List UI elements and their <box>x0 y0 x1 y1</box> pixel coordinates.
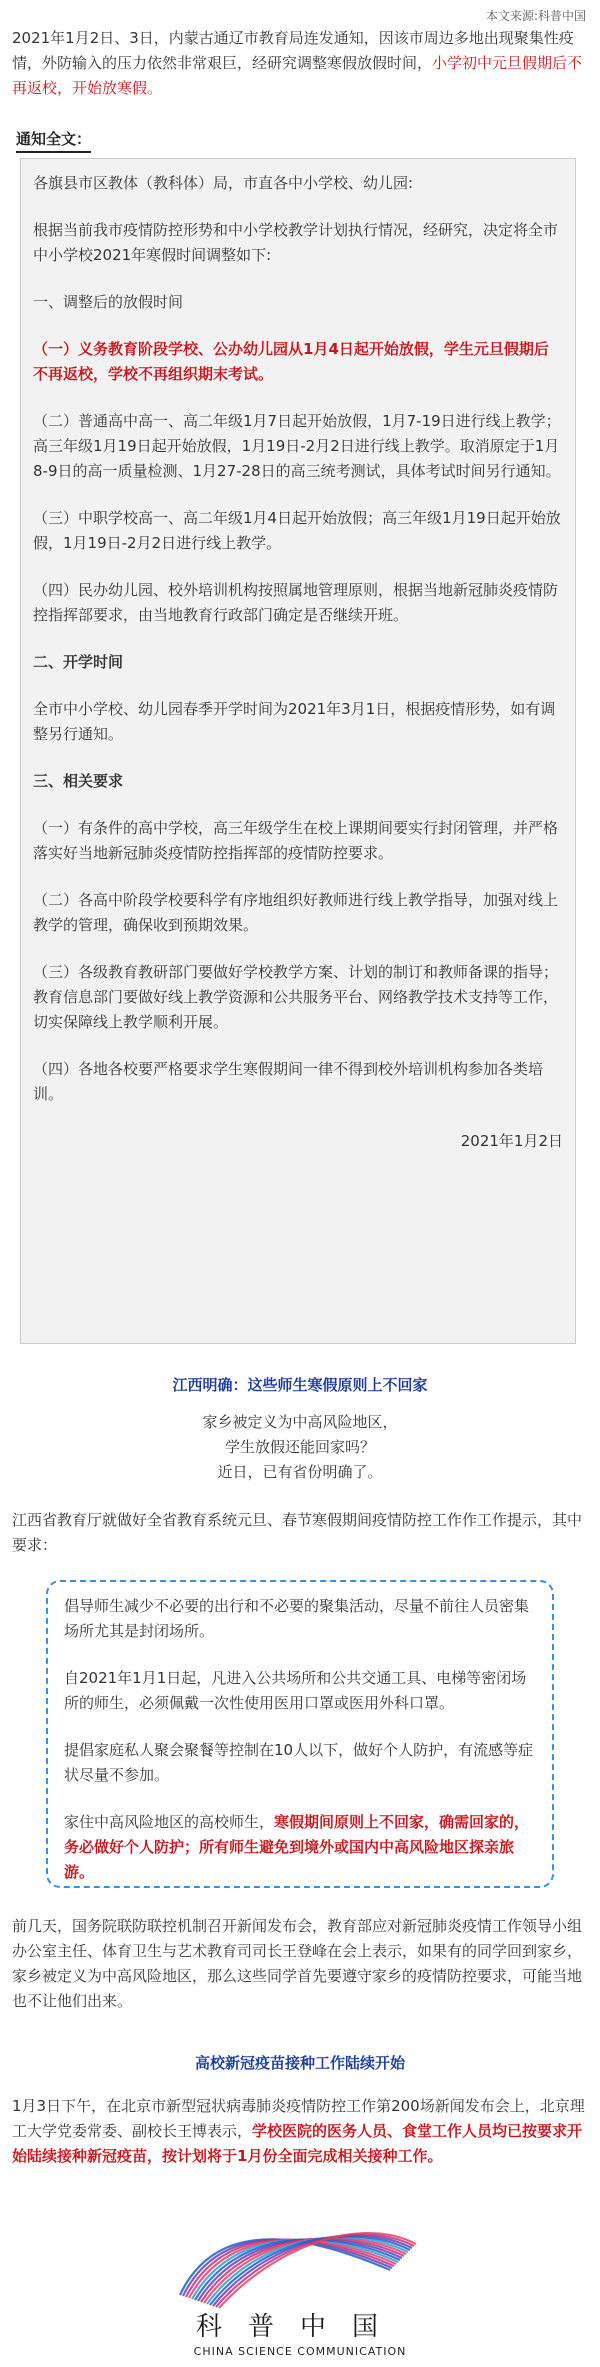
poem-lines <box>0 1410 600 1485</box>
vaccine-paragraph <box>12 2094 590 2169</box>
jiangxi-lead-paragraph: 江西省教育厅就做好全省教育系统元旦、春节寒假期间疫情防控工作作工作提示，其中要求： <box>12 1511 583 1554</box>
vaccine-heading: 高校新冠疫苗接种工作陆续开始 <box>194 2054 405 2072</box>
jiangxi-heading: 江西明确：这些师生寒假原则上不回家 <box>172 1376 428 1394</box>
notice-section-heading: 三、相关要求 <box>33 772 124 790</box>
intro-paragraph <box>12 26 590 101</box>
logo-swoosh-graphic <box>180 2233 416 2308</box>
notice-paragraph: 全市中小学校、幼儿园春季开学时间为2021年3月1日，根据疫情形势，如有调整另行通知。 <box>33 700 556 743</box>
notice-full-text-box <box>20 158 576 1344</box>
requirement-text: 家住中高风险地区的高校师生， <box>64 1813 275 1831</box>
notice-paragraph: （二）各高中阶段学校要科学有序地组织好教师进行线上教学指导，加强对线上教学的管理，确保收到预期效果。 <box>33 891 559 934</box>
poem-line: 家乡被定义为中高风险地区， <box>202 1413 398 1431</box>
notice-paragraph: （四）民办幼儿园、校外培训机构按照属地管理原则，根据当地新冠肺炎疫情防控指挥部要求，由当地教育行政部门确定是否继续开班。 <box>33 581 559 624</box>
notice-paragraph: （四）各地各校要严格要求学生寒假期间一律不得到校外培训机构参加各类培训。 <box>33 1060 544 1103</box>
logo-subtitle: CHINA SCIENCE COMMUNICATION <box>193 2345 407 2358</box>
notice-heading: 通知全文： <box>16 128 91 153</box>
requirement-item: 自2021年1月1日起，凡进入公共场所和公共交通工具、电梯等密闭场所的师生，必须佩戴一次性使用医用口罩或医用外科口罩。 <box>64 1669 527 1712</box>
requirement-highlight: 寒假期间原则上不回家，确需回家的，务必做好个人防护；所有师生避免到境外或国内中高风险地区探亲旅游。 <box>64 1813 530 1881</box>
requirement-item <box>64 1810 538 1885</box>
requirement-item: 倡导师生减少不必要的出行和不必要的聚集活动，尽量不前往人员密集场所尤其是封闭场所。 <box>64 1597 530 1640</box>
notice-highlight-paragraph: （一）义务教育阶段学校、公办幼儿园从1月4日起开始放假，学生元旦假期后不再返校，学校不再组织期末考试。 <box>33 340 549 383</box>
vaccine-text: 1月3日下午，在北京市新型冠状病毒肺炎疫情防控工作第200场新闻发布会上，北京理工大学党委常委、副校长王博表示， <box>12 2097 585 2140</box>
notice-paragraph: （二）普通高中高一、高二年级1月7日起开始放假，1月7-19日进行线上教学；高三年级1月19日起开始放假，1月19日-2月2日进行线上教学。取消原定于1月8-9日的高一质量检测、1月27-28日的高三统考测试，具体考试时间另行通知。 <box>33 412 561 480</box>
notice-section-heading: 一、调整后的放假时间 <box>33 293 184 311</box>
ministry-paragraph: 前几天，国务院联防联控机制召开新闻发布会，教育部应对新冠肺炎疫情工作领导小组办公室主任、体育卫生与艺术教育司司长王登峰在会上表示，如果有的同学回到家乡，家乡被定义为中高风险地区，那么这些同学首先要遵守家乡的疫情防控要求，可能当地也不让他们出来。 <box>12 1917 583 2010</box>
requirement-item: 提倡家庭私人聚会聚餐等控制在10人以下，做好个人防护，有流感等症状尽量不参加。 <box>64 1741 534 1784</box>
notice-paragraph: （三）中职学校高一、高二年级1月4日起开始放假；高三年级1月19日起开始放假，1月19日-2月2日进行线上教学。 <box>33 509 561 552</box>
logo-title: 科普中国 <box>195 2312 404 2342</box>
article-source: 本文来源:科普中国 <box>485 9 586 23</box>
notice-section-heading: 二、开学时间 <box>33 653 124 671</box>
requirements-box <box>46 1580 554 1888</box>
notice-paragraph: （一）有条件的高中学校，高三年级学生在校上课期间要实行封闭管理，并严格落实好当地新冠肺炎疫情防控指挥部的疫情防控要求。 <box>33 819 559 862</box>
notice-paragraph: 根据当前我市疫情防控形势和中小学校教学计划执行情况，经研究，决定将全市中小学校2021年寒假时间调整如下: <box>33 221 559 264</box>
notice-salutation: 各旗县市区教体（教科体）局，市直各中小学校、幼儿园: <box>33 174 414 192</box>
notice-paragraph: （三）各级教育教研部门要做好学校教学方案、计划的制订和教师备课的指导；教育信息部门要做好线上教学资源和公共服务平台、网络教学技术支持等工作，切实保障线上教学顺利开展。 <box>33 963 559 1031</box>
vaccine-highlight: 学校医院的医务人员、食堂工作人员均已按要求开始陆续接种新冠疫苗，按计划将于1月份全面完成相关接种工作。 <box>12 2122 583 2165</box>
intro-highlight: 小学初中元旦假期后不再返校，开始放寒假。 <box>12 54 583 97</box>
poem-line: 学生放假还能回家吗？ <box>224 1438 375 1456</box>
poem-line: 近日，已有省份明确了。 <box>217 1463 383 1481</box>
notice-date: 2021年1月2日 <box>460 1132 563 1150</box>
intro-text: 2021年1月2日、3日，内蒙古通辽市教育局连发通知，因该市周边多地出现聚集性疫情，外防输入的压力依然非常艰巨，经研究调整寒假放假时间， <box>12 29 574 72</box>
